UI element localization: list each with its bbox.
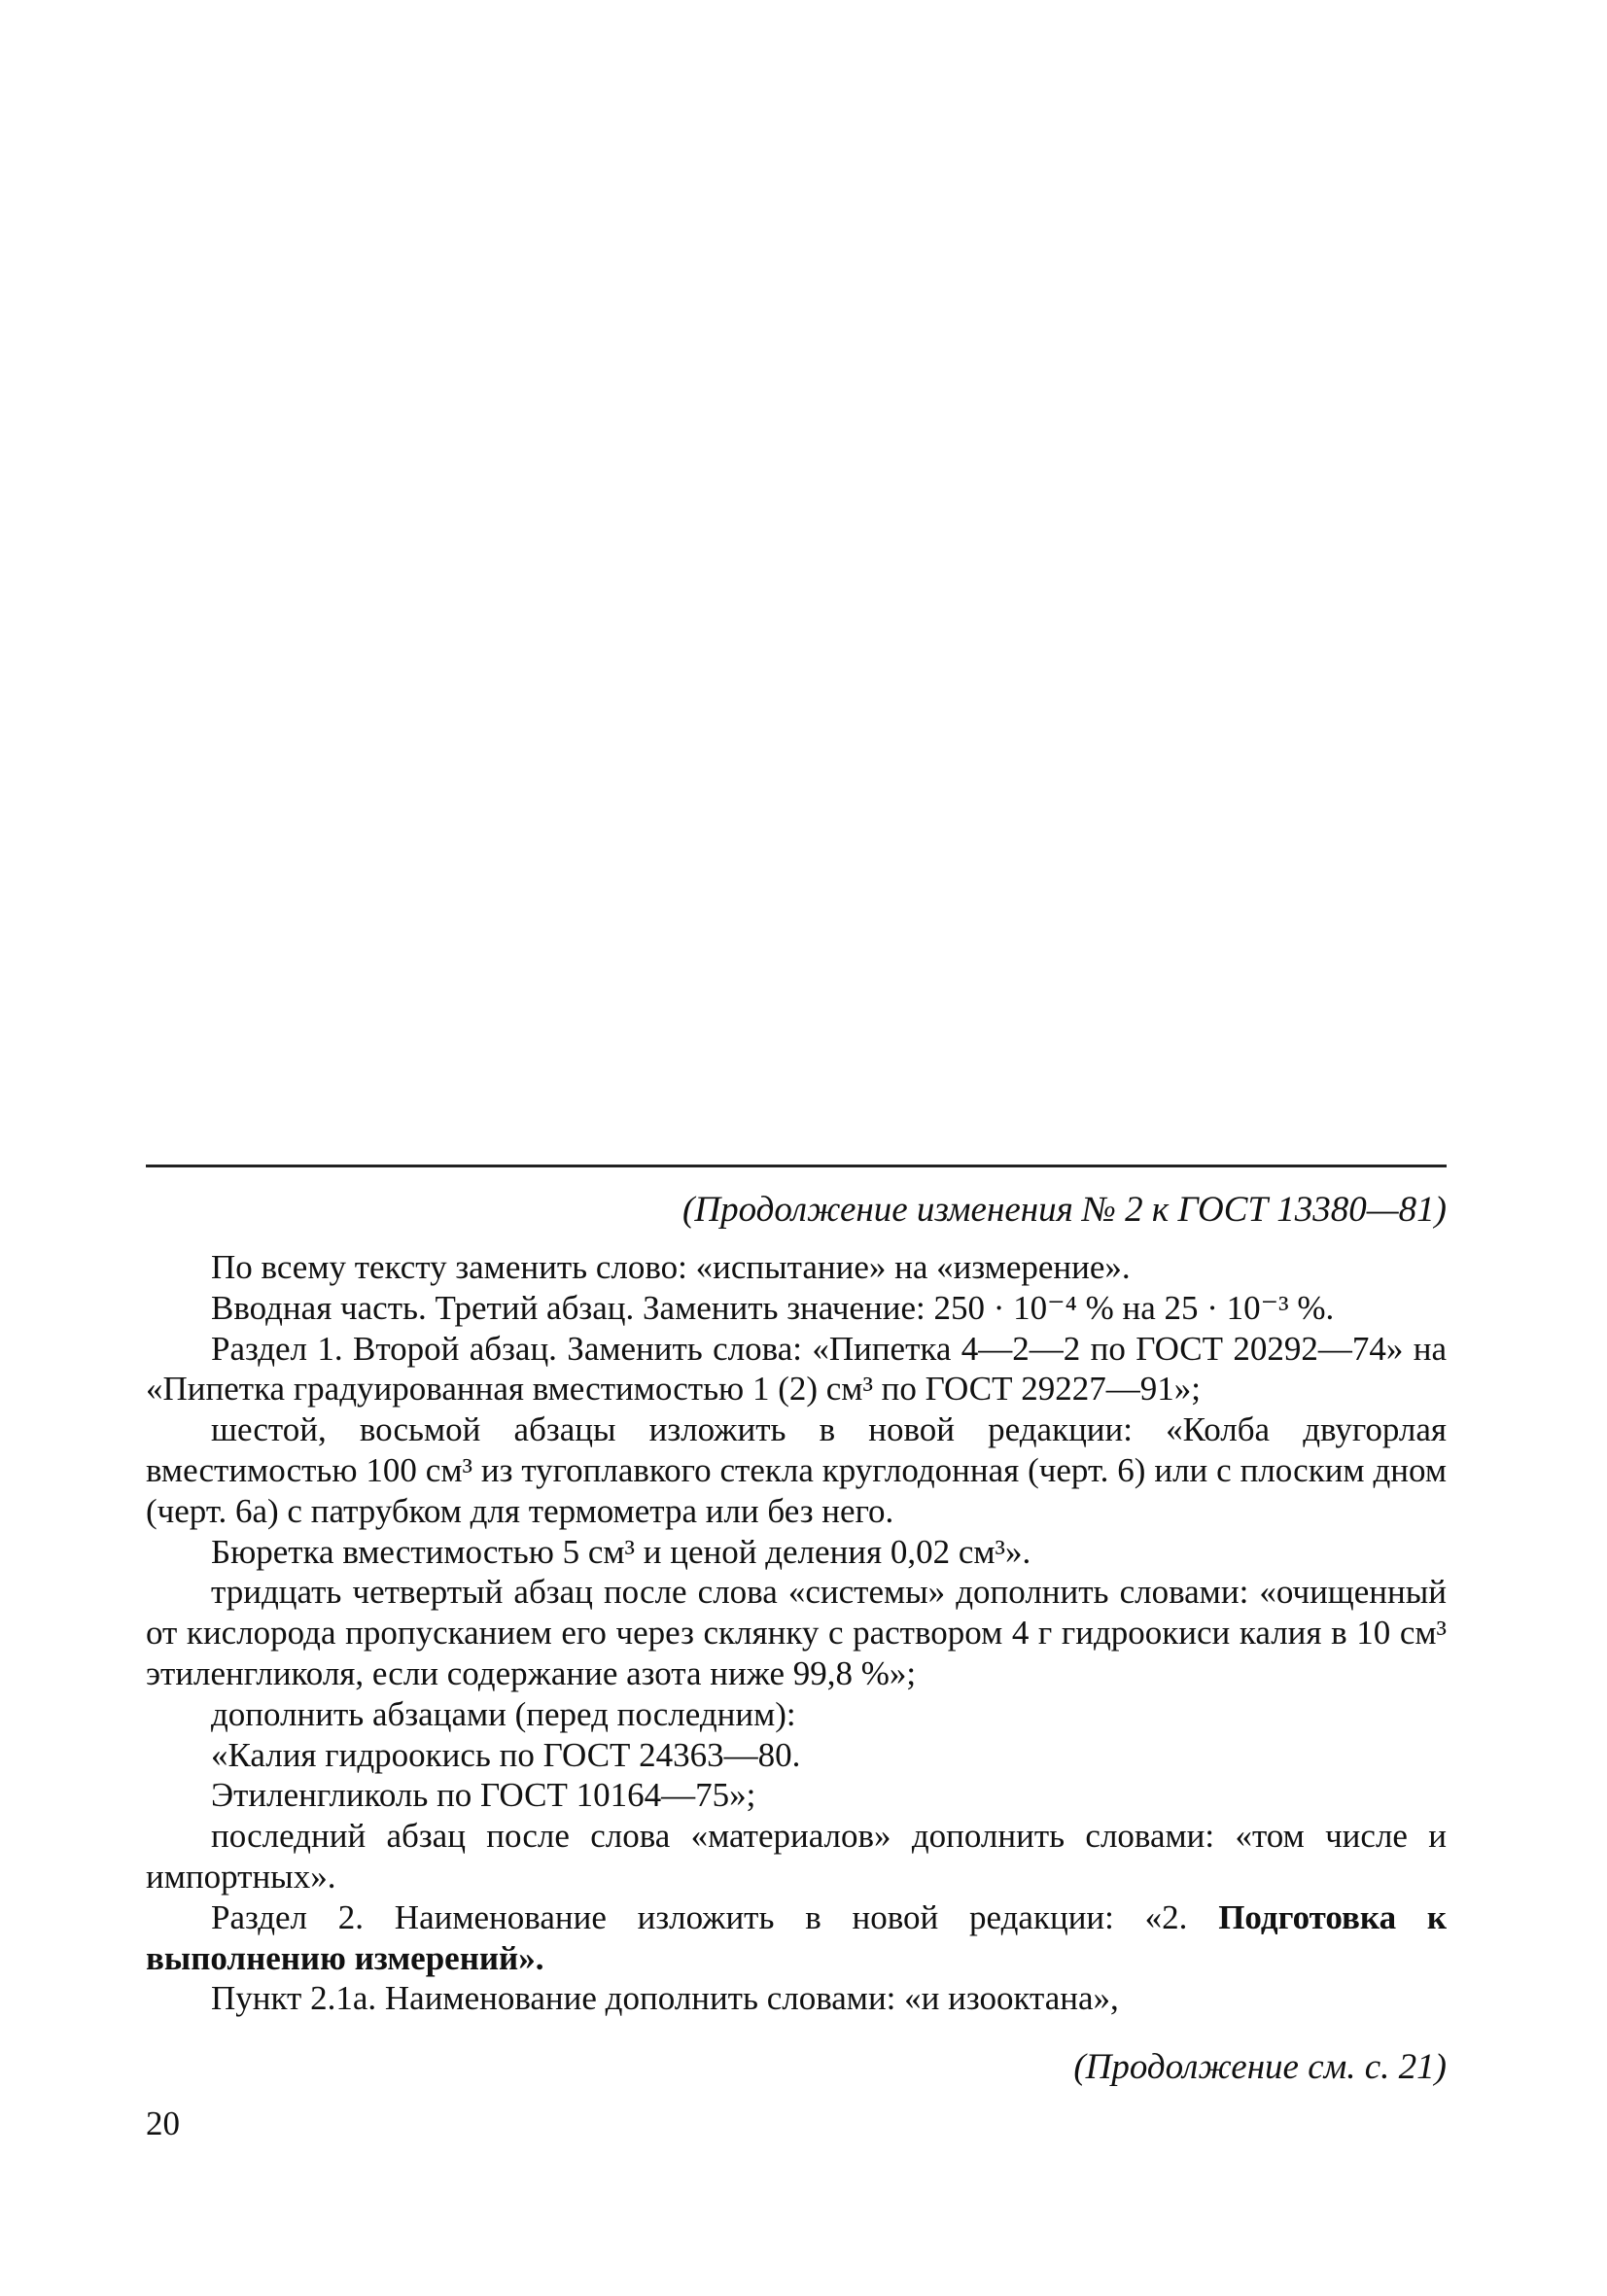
paragraph-6: тридцать четвертый абзац после слова «системы» дополнить словами: «очищенный от кислорода пропусканием его через склянку с раствором 4 г гидроокиси калия в 10 см³ этиленгликоля, если содержание азота ниже 99,8 %»; [146,1573,1447,1692]
header-divider [146,1165,1447,1167]
paragraph-8: «Калия гидроокись по ГОСТ 24363—80. [211,1735,801,1774]
paragraph-section-2 [146,1897,1447,1979]
paragraph-10: последний абзац после слова «материалов» дополнить словами: «том числе и импортных». [146,1817,1447,1896]
paragraph-last: Пункт 2.1а. Наименование дополнить словами: «и изооктана», [211,1979,1119,2018]
paragraph-4: шестой, восьмой абзацы изложить в новой редакции: «Колба двугорлая вместимостью 100 см³ из тугоплавкого стекла круглодонная (черт. 6) или с плоским дном (черт. 6а) с патрубком для термометра или без него. [146,1410,1447,1530]
page-number: 20 [146,2105,180,2142]
section-2-title: Подготовка к выполнению измерений». [146,1897,1448,1977]
continuation-footer: (Продолжение см. с. 21) [1073,2047,1447,2087]
paragraph-1: По всему тексту заменить слово: «испытание» на «измерение». [211,1248,1131,1286]
paragraph-2: Вводная часть. Третий абзац. Заменить значение: 250 · 10⁻⁴ % на 25 · 10⁻³ %. [211,1288,1335,1327]
paragraph-3: Раздел 1. Второй абзац. Заменить слова: «Пипетка 4—2—2 по ГОСТ 20292—74» на «Пипетка градуированная вместимостью 1 (2) см³ по ГОСТ 29227—91»; [146,1329,1447,1409]
amendment-body [146,1247,1447,2019]
section-2-prefix: Раздел 2. Наименование изложить в новой редакции: «2. [211,1897,1219,1936]
paragraph-5: Бюретка вместимостью 5 см³ и ценой деления 0,02 см³». [211,1532,1031,1571]
paragraph-9: Этиленгликоль по ГОСТ 10164—75»; [211,1776,756,1815]
continuation-header: (Продолжение изменения № 2 к ГОСТ 13380—81) [682,1190,1447,1230]
paragraph-7: дополнить абзацами (перед последним): [211,1694,796,1733]
